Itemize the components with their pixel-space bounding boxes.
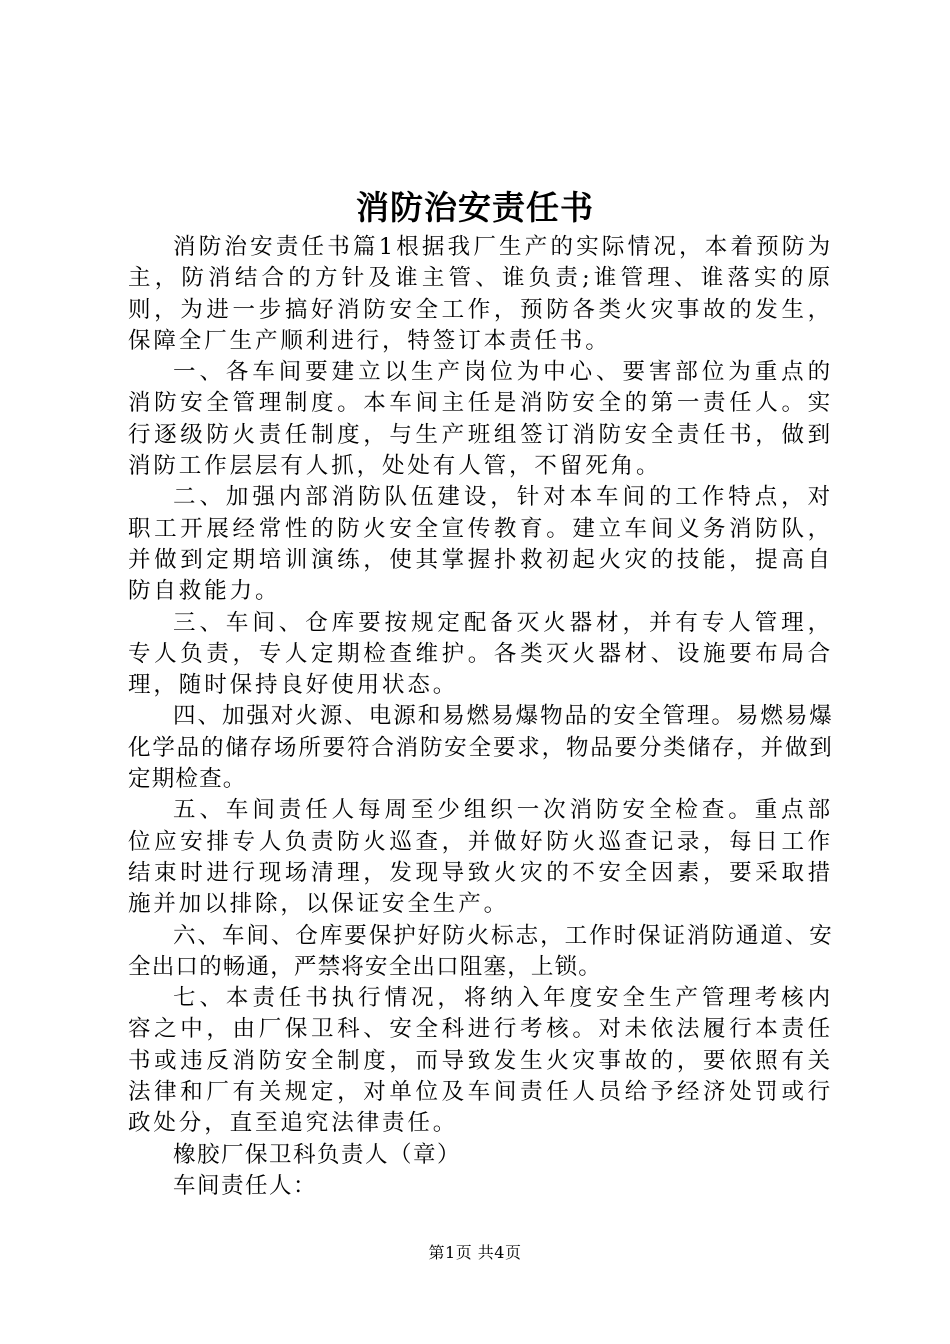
document-title: 消防治安责任书 [356,188,594,227]
signature-workshop: 车间责任人： [173,1172,318,1199]
paragraph-intro: 消防治安责任书篇1根据我厂生产的实际情况，本着预防为主，防消结合的方针及谁主管、谁负责;谁管理、谁落实的原则，为进一步搞好消防安全工作，预防各类火灾事故的发生，保障全厂生产顺利进行，特签订本责任书。 [128,234,833,354]
signature-security-dept: 橡胶厂保卫科负责人（章） [173,1141,462,1168]
paragraph-item-7: 七、本责任书执行情况，将纳入年度安全生产管理考核内容之中，由厂保卫科、安全科进行考核。对未依法履行本责任书或违反消防安全制度，而导致发生火灾事故的，要依照有关法律和厂有关规定，对单位及车间责任人员给予经济处罚或行政处分，直至追究法律责任。 [128,985,833,1137]
page-number-footer: 第1页 共4页 [428,1243,522,1262]
paragraph-item-5: 五、车间责任人每周至少组织一次消防安全检查。重点部位应安排专人负责防火巡查，并做好防火巡查记录，每日工作结束时进行现场清理，发现导致火灾的不安全因素，要采取措施并加以排除，以保证安全生产。 [128,797,833,918]
paragraph-item-6: 六、车间、仓库要保护好防火标志，工作时保证消防通道、安全出口的畅通，严禁将安全出口阻塞，上锁。 [128,922,833,980]
paragraph-item-2: 二、加强内部消防队伍建设，针对本车间的工作特点，对职工开展经常性的防火安全宣传教育。建立车间义务消防队，并做到定期培训演练，使其掌握扑救初起火灾的技能，提高自防自救能力。 [128,484,833,605]
paragraph-item-1: 一、各车间要建立以生产岗位为中心、要害部位为重点的消防安全管理制度。本车间主任是消防安全的第一责任人。实行逐级防火责任制度，与生产班组签订消防安全责任书，做到消防工作层层有人抓，处处有人管，不留死角。 [128,359,833,480]
document-body [128,232,833,1202]
paragraph-item-3: 三、车间、仓库要按规定配备灭火器材，并有专人管理，专人负责，专人定期检查维护。各类灭火器材、设施要布局合理，随时保持良好使用状态。 [128,609,833,699]
paragraph-item-4: 四、加强对火源、电源和易燃易爆物品的安全管理。易燃易爆化学品的储存场所要符合消防安全要求，物品要分类储存，并做到定期检查。 [128,703,833,793]
